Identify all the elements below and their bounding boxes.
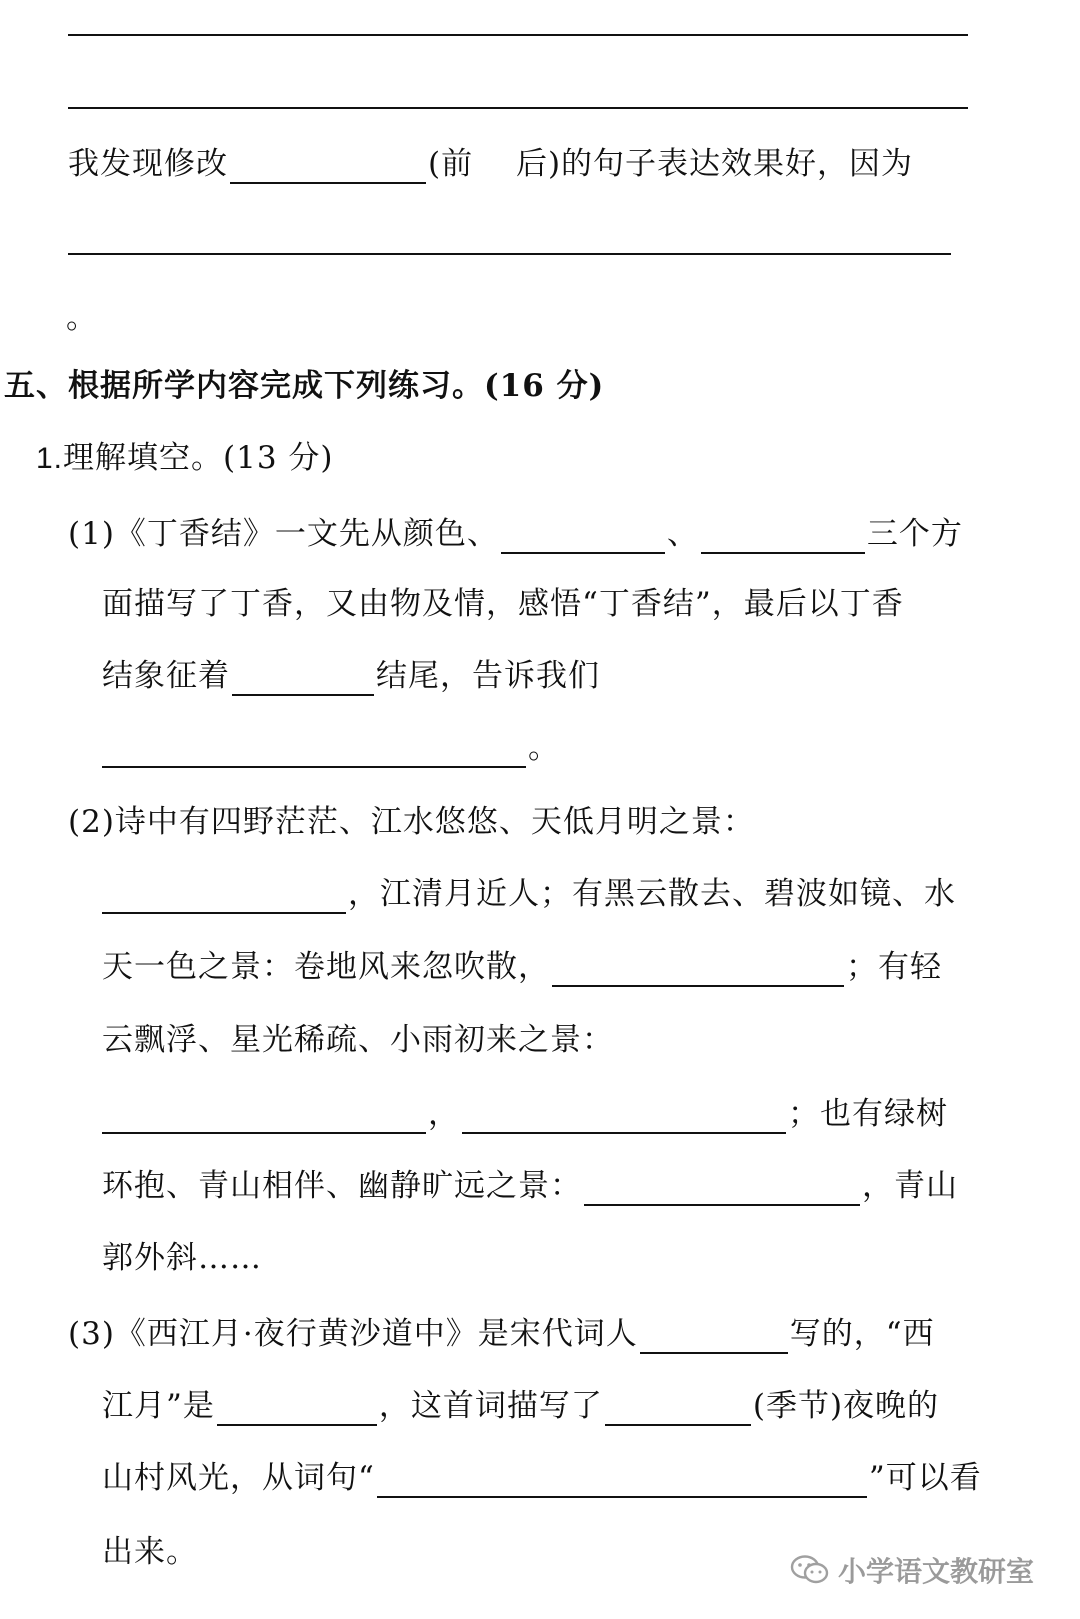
item-label: (1) [68, 516, 115, 552]
answer-blank[interactable] [230, 148, 426, 184]
text: 、 [666, 516, 699, 552]
text: ”可以看 [868, 1460, 982, 1496]
answer-line [68, 253, 951, 255]
answer-blank[interactable] [377, 1462, 867, 1498]
text: 《丁香结》一文先从颜色、 [114, 516, 499, 552]
answer-blank[interactable] [462, 1098, 786, 1134]
wechat-icon [790, 1554, 830, 1586]
item-label: (2) [68, 804, 115, 840]
answer-blank[interactable] [217, 1390, 377, 1426]
answer-blank[interactable] [501, 518, 665, 554]
answer-blank[interactable] [640, 1318, 788, 1354]
text: 写的，“西 [789, 1316, 935, 1352]
item3-line3 [102, 1458, 982, 1498]
item2-line6 [102, 1166, 958, 1206]
text: ；也有绿树 [788, 1096, 948, 1132]
question-1-title-line [36, 438, 334, 479]
text: 。 [528, 730, 560, 766]
answer-line [68, 34, 968, 36]
text: 环抱、青山相伴、幽静旷远之景： [102, 1168, 582, 1204]
text: ；有轻 [846, 949, 942, 985]
text: ， [428, 1096, 460, 1132]
text: 山村风光，从词句“ [102, 1460, 375, 1496]
item2-line1 [68, 802, 755, 842]
question-1-title: 理解填空。(13 分) [63, 440, 334, 476]
q4-reason-text: 的句子表达效果好，因为 [561, 146, 914, 182]
text: ，这首词描写了 [378, 1388, 603, 1424]
answer-blank[interactable] [102, 878, 346, 914]
q4-end-period: 。 [66, 300, 98, 336]
q4-conclusion-line [68, 144, 913, 184]
item3-line4: 出来。 [102, 1534, 198, 1570]
item2-line3 [102, 947, 942, 987]
section-five-title: 五、根据所学内容完成下列练习。(16 分) [4, 368, 605, 404]
item2-line7: 郭外斜…… [102, 1240, 262, 1276]
item1-line4 [100, 728, 560, 768]
answer-blank[interactable] [102, 1098, 426, 1134]
text: 结象征着 [102, 658, 230, 694]
text: 江月”是 [102, 1388, 215, 1424]
item1-line2: 面描写了丁香，又由物及情，感悟“丁香结”，最后以丁香 [102, 586, 904, 622]
q4-prefix-text: 我发现修改 [68, 146, 228, 182]
item2-line4: 云飘浮、星光稀疏、小雨初来之景： [102, 1022, 614, 1058]
answer-blank[interactable] [552, 951, 844, 987]
answer-blank[interactable] [701, 518, 865, 554]
item-label: (3) [68, 1316, 115, 1352]
text: ，青山 [862, 1168, 958, 1204]
watermark-text: 小学语文教研室 [838, 1555, 1035, 1588]
answer-blank[interactable] [232, 660, 374, 696]
text: 天一色之景：卷地风来忽吹散， [102, 949, 550, 985]
text: 《西江月·夜行黄沙道中》是宋代词人 [114, 1316, 638, 1352]
text: 三个方 [866, 516, 963, 552]
watermark [790, 1552, 1034, 1588]
item3-line1 [68, 1314, 935, 1354]
item1-line1 [68, 514, 963, 554]
item2-line2 [100, 874, 956, 914]
item2-line5 [100, 1094, 948, 1134]
answer-blank[interactable] [605, 1390, 751, 1426]
q4-choice-text: (前 后) [428, 146, 562, 182]
item1-line3 [102, 656, 600, 696]
text: (季节)夜晚的 [752, 1388, 940, 1424]
text: 诗中有四野茫茫、江水悠悠、天低月明之景： [114, 804, 755, 840]
text: 结尾，告诉我们 [376, 658, 600, 694]
answer-line [68, 107, 968, 109]
text: ，江清月近人；有黑云散去、碧波如镜、水 [348, 876, 956, 912]
answer-blank[interactable] [584, 1170, 860, 1206]
answer-blank[interactable] [102, 732, 526, 768]
item3-line2 [102, 1386, 939, 1426]
question-number: 1. [36, 442, 64, 475]
